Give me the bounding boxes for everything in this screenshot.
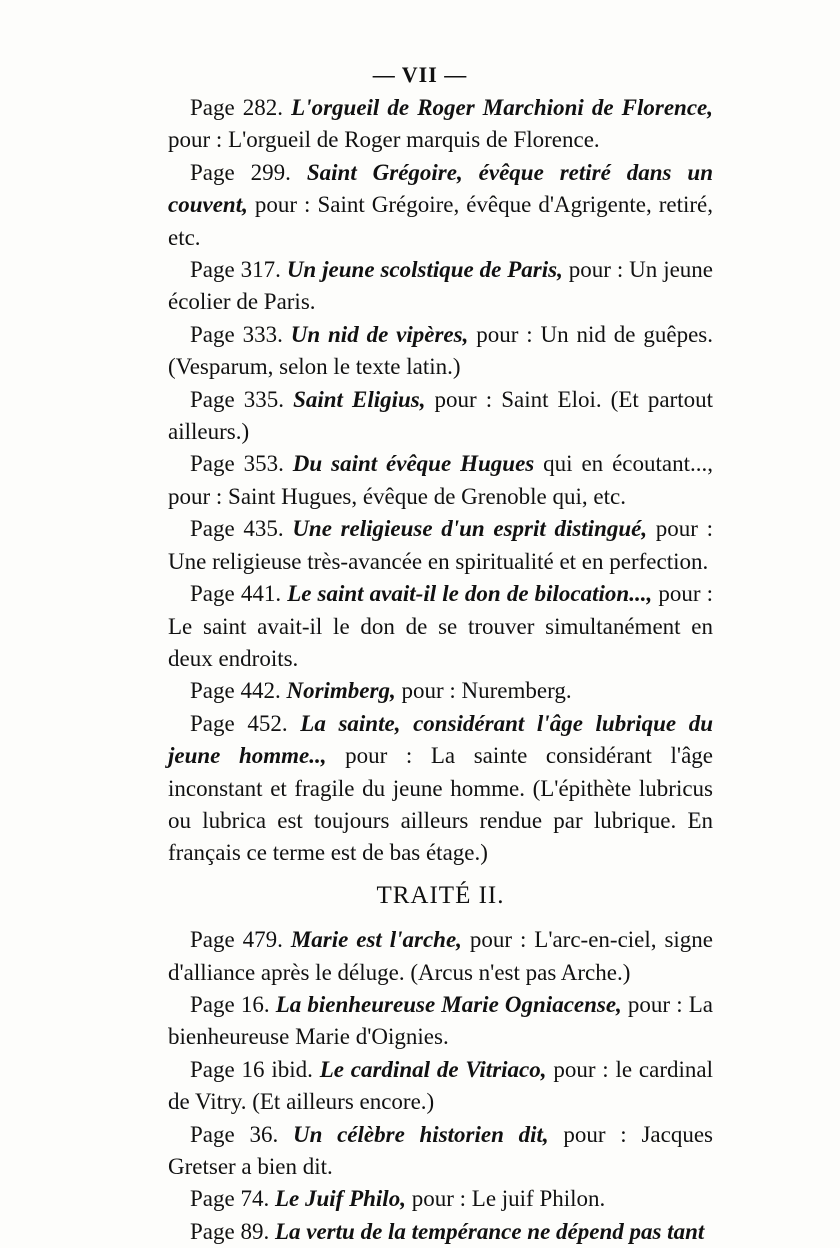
corrected-text: Le saint avait-il le don de se trouver simultanément en deux endroits. [168,613,713,671]
corrected-text: Saint Grégoire, évêque d'Agrigente, retiré, etc. [168,192,713,250]
page-ref: Page 299. [190,159,291,185]
errata-entry [168,1183,713,1215]
erroneous-text: Un nid de vipères, [290,321,469,347]
corrected-text: Une religieuse très-avancée en spiritualité et en perfection. [168,548,709,574]
erroneous-text: Un jeune scolstique de Paris, [286,257,563,283]
errata-entry [168,92,713,157]
errata-entry [168,1054,713,1119]
errata-entry [168,157,713,254]
corrected-text: Saint Eloi. (Et partout ailleurs.) [168,386,713,445]
page-ref: Page 435. [190,516,284,542]
corrected-text: Jacques Gretser a bien dit. [168,1121,713,1179]
page-ref: Page 442. [190,678,281,704]
erroneous-text: Saint Eligius, [293,386,426,412]
erroneous-text: Le Juif Philo, [274,1186,406,1212]
section-1 [168,92,713,870]
pour-label: pour : [425,386,502,412]
page-ref: Page 16. [190,991,270,1017]
page-ref: Page 479. [190,927,283,953]
erroneous-text: Le cardinal de Vitriaco, [319,1056,547,1082]
page-ref: Page 74. [190,1186,270,1212]
erroneous-text: Saint Grégoire, évêque retiré dans un couvent, [168,159,714,218]
errata-entry [168,578,713,675]
page-ref: Page 335. [190,386,285,412]
corrected-text: Le juif Philon. [471,1186,606,1212]
pour-label: pour : [395,678,462,704]
section-heading: TRAITÉ II. [376,881,505,909]
page-ref: Page 441. [190,581,282,607]
erroneous-text: Le saint avait-il le don de bilocation..., [287,581,653,607]
erroneous-text: Du saint évêque Hugues [292,451,535,477]
page-ref: Page 36. [190,1121,279,1147]
errata-entry [168,1216,713,1248]
corrected-text: qui en écoutant..., pour : Saint Hugues, évêque de Grenoble qui, etc. [168,451,713,509]
pour-label: pour : [652,581,713,607]
erroneous-text: Marie est l'arche, [290,927,462,953]
errata-entry [168,675,713,707]
corrected-text: L'orgueil de Roger marquis de Florence. [228,127,600,153]
errata-entry [168,254,713,319]
pour-label: pour : [548,1121,642,1147]
errata-entry [168,708,713,870]
erroneous-text: L'orgueil de Roger Marchioni de Florence, [291,95,713,120]
page-ref: Page 317. [190,257,281,283]
page-ref: Page 353. [190,451,284,477]
pour-label: pour : [326,743,431,769]
section-2 [168,924,713,1248]
pour-label: pour : [468,321,541,347]
corrected-text: Un jeune écolier de Paris. [168,257,714,315]
errata-entry [168,924,713,989]
errata-entry [168,319,713,384]
corrected-text: La bienheureuse Marie d'Oignies. [168,991,713,1050]
errata-entry [168,989,713,1054]
erroneous-text: La sainte, considérant l'âge lubrique du jeune homme.., [168,710,714,769]
erroneous-text: Une religieuse d'un esprit distingué, [292,516,648,542]
pour-label: pour : [461,927,535,953]
corrected-text: le cardinal de Vitry. (Et ailleurs encore.) [168,1056,713,1115]
pour-label [534,451,543,476]
corrected-text: Un nid de guêpes. (Vesparum, selon le texte latin.) [168,321,713,380]
pour-label: pour : [168,127,229,153]
errata-entry [168,384,713,449]
erroneous-text: Norimberg, [286,678,396,704]
erroneous-text: Un célèbre historien dit, [292,1121,549,1147]
pour-label: pour : [546,1056,616,1082]
corrected-text: La sainte considérant l'âge inconstant et fragile du jeune homme. (L'épithète lubricus ou lubrica est toujours ailleurs rendue par lubrique. En français ce terme est de bas étage.) [168,743,713,866]
page-ref: Page 16 ibid. [190,1056,313,1082]
page-ref: Page 282. [190,95,284,120]
pour-label: pour : [647,516,713,542]
erroneous-text: La bienheureuse Marie Ogniacense, [275,991,622,1017]
errata-entry [168,448,713,513]
page-ref: Page 333. [190,321,283,347]
corrected-text: L'arc-en-ciel, signe d'alliance après le déluge. (Arcus n'est pas Arche.) [168,927,714,985]
page-body [168,92,713,1248]
erroneous-text: La vertu de la tempérance ne dépend pas tant [274,1218,705,1244]
pour-label: pour : [562,257,630,283]
pour-label: pour : [247,192,318,218]
pour-label: pour : [405,1186,472,1212]
page-ref: Page 89. [190,1218,270,1244]
errata-entry [168,513,713,578]
corrected-text: Nuremberg. [461,678,572,704]
page-ref: Page 452. [190,710,288,736]
pour-label: pour : [621,991,689,1017]
page-number: — VII — [372,62,468,87]
errata-entry [168,1119,713,1184]
